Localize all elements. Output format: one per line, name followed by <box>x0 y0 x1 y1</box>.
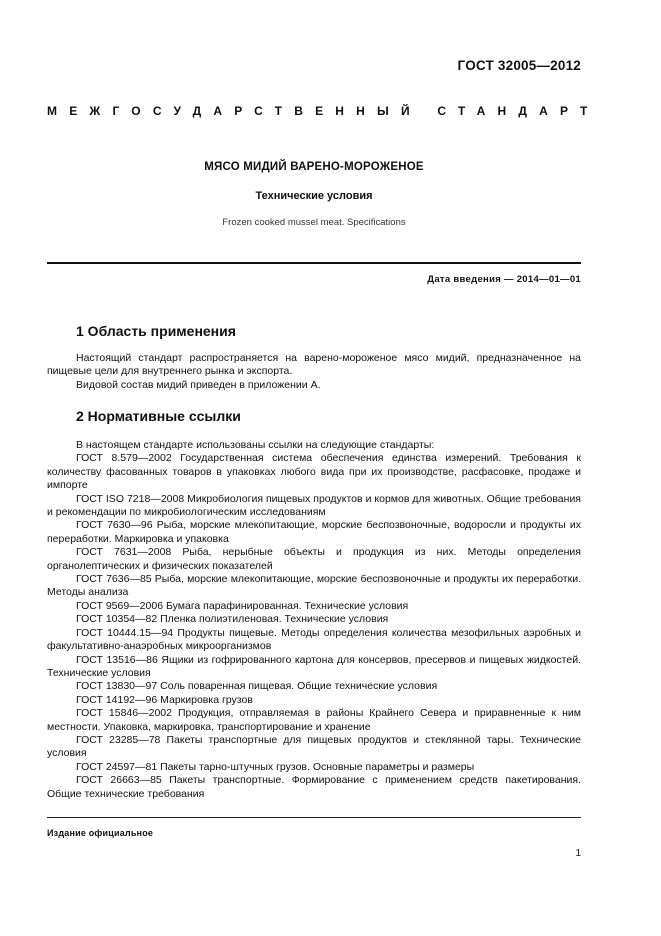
reference-item: ГОСТ 26663—85 Пакеты транспортные. Формирование с применением средств пакетирования. Общие технические требования <box>47 774 581 800</box>
section-1-body <box>47 352 581 392</box>
reference-item: ГОСТ 7631—2008 Рыба, нерыбные объекты и продукция из них. Методы определения органолептических и физических показателей <box>47 546 581 572</box>
reference-item: ГОСТ 8.579—2002 Государственная система обеспечения единства измерений. Требования к количеству фасованных товаров в упаковках любого вида при их производстве, расфасовке, продаже и импорте <box>47 452 581 492</box>
reference-item: ГОСТ ISO 7218—2008 Микробиология пищевых продуктов и кормов для животных. Общие требования и рекомендации по микробиологическим исследованиям <box>47 492 581 519</box>
reference-item: ГОСТ 14192—96 Маркировка грузов <box>76 693 253 706</box>
reference-item: ГОСТ 9569—2006 Бумага парафинированная. Технические условия <box>76 599 409 612</box>
introduction-date: Дата введения — 2014—01—01 <box>427 274 581 285</box>
page-number: 1 <box>575 848 581 859</box>
reference-item: ГОСТ 24597—81 Пакеты тарно-штучных грузов. Основные параметры и размеры <box>76 760 475 773</box>
standard-title: МЯСО МИДИЙ ВАРЕНО-МОРОЖЕНОЕ <box>204 161 424 173</box>
header-divider <box>47 262 581 264</box>
reference-item: ГОСТ 10444.15—94 Продукты пищевые. Методы определения количества мезофильных аэробных и факультативно-анаэробных микроорганизмов <box>47 626 581 653</box>
reference-item: ГОСТ 10354—82 Пленка полиэтиленовая. Технические условия <box>76 613 389 626</box>
reference-item: ГОСТ 13830—97 Соль поваренная пищевая. Общие технические условия <box>76 680 438 693</box>
reference-item: ГОСТ 23285—78 Пакеты транспортные для пищевых продуктов и стеклянной тары. Технические условия <box>47 733 581 760</box>
official-edition-label: Издание официальное <box>47 828 154 838</box>
document-id: ГОСТ 32005—2012 <box>457 58 581 73</box>
reference-item: ГОСТ 15846—2002 Продукция, отправляемая в районы Крайнего Севера и приравненные к ним местности. Упаковка, маркировка, транспортирование и хранение <box>47 707 581 733</box>
section-2-intro: В настоящем стандарте использованы ссылки на следующие стандарты: <box>76 439 435 451</box>
section-1-heading: 1 Область применения <box>76 323 236 339</box>
reference-item: ГОСТ 7636—85 Рыба, морские млекопитающие, морские беспозвоночные и продукты их переработки. Методы анализа <box>47 573 581 599</box>
interstate-standard-label: МЕЖГОСУДАРСТВЕННЫЙ СТАНДАРТ <box>47 104 600 118</box>
section-1-paragraph: Видовой состав мидий приведен в приложении А. <box>76 378 321 391</box>
reference-item: ГОСТ 13516—86 Ящики из гофрированного картона для консервов, пресервов и пищевых жидкостей. Технические условия <box>47 653 581 679</box>
standard-subtitle: Технические условия <box>255 190 373 202</box>
footer-divider <box>47 817 581 818</box>
reference-item: ГОСТ 7630—96 Рыба, морские млекопитающие, морские беспозвоночные, водоросли и продукты их переработки. Маркировка и упаковка <box>47 519 581 545</box>
section-2-body <box>47 439 581 801</box>
section-2-heading: 2 Нормативные ссылки <box>76 408 241 424</box>
section-1-paragraph: Настоящий стандарт распространяется на варено-мороженое мясо мидий, предназначенное на пищевые цели для внутреннего рынка и экспорта. <box>47 352 581 378</box>
english-title: Frozen cooked mussel meat. Specifications <box>222 217 406 228</box>
